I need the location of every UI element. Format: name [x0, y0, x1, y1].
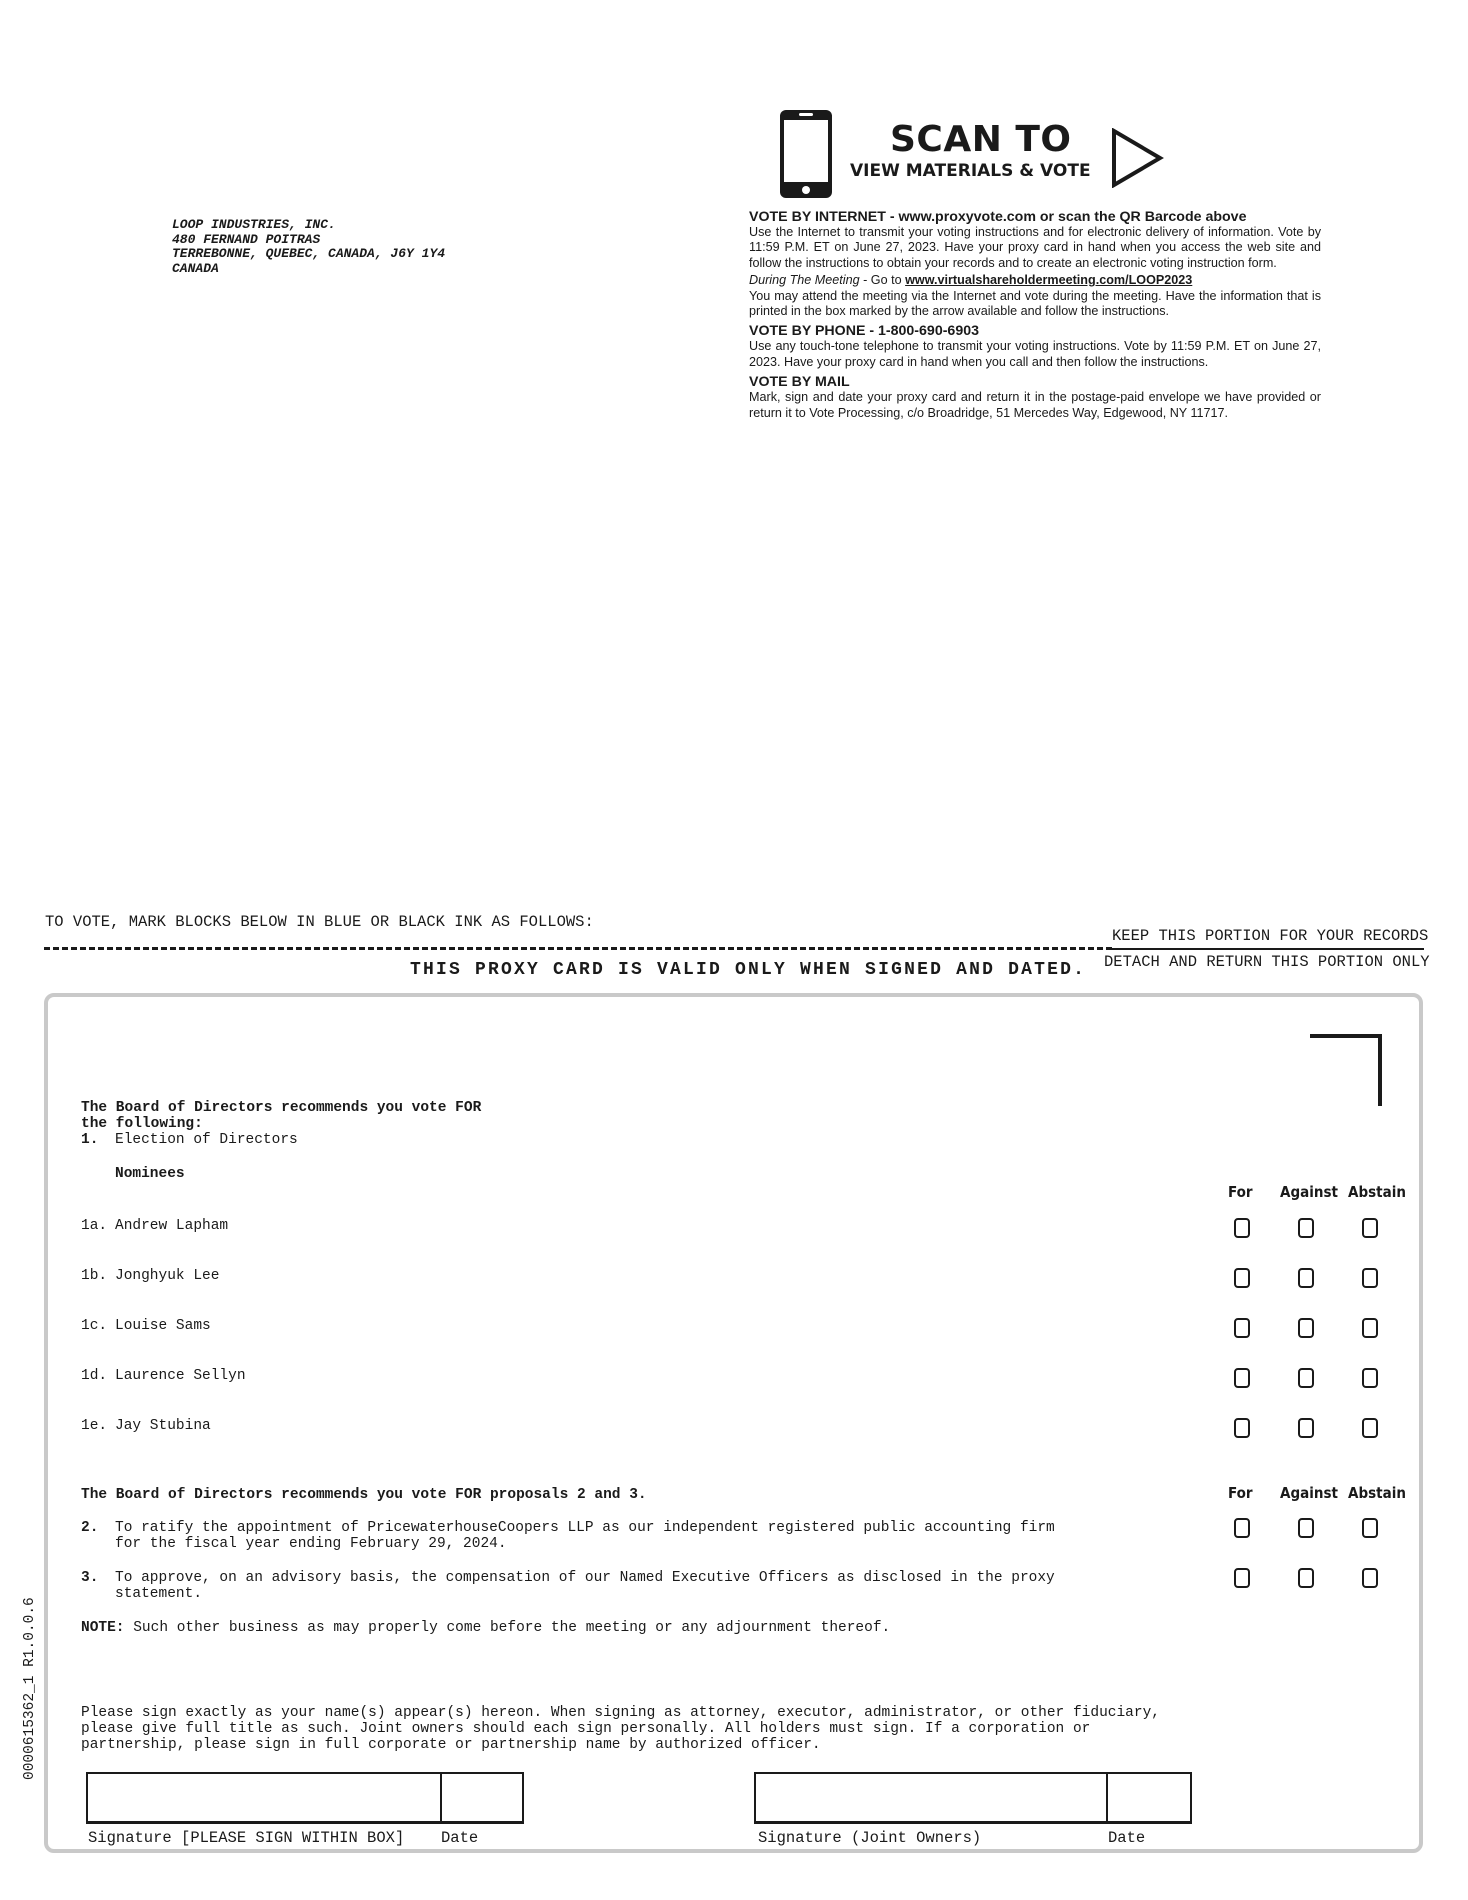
signature-box[interactable] [86, 1772, 524, 1824]
phone-icon [778, 108, 834, 200]
address-line-3: TERREBONNE, QUEBEC, CANADA, J6Y 1Y4 [172, 246, 446, 262]
item-1-label: Election of Directors [115, 1132, 298, 1148]
internet-body: Use the Internet to transmit your voting instructions and for electronic delivery of information. Vote by 11:59 P.M. ET on June 27, 2023. Have your proxy card in hand when you access the web site and follow the instructions to obtain your records and to create an electronic voting instruction form. [749, 225, 1321, 270]
checkbox-1a-abstain[interactable] [1362, 1218, 1378, 1238]
nominee-name: Louise Sams [115, 1318, 211, 1334]
mail-body: Mark, sign and date your proxy card and return it in the postage-paid envelope we have provided or return it to Vote Processing, c/o Broadridge, 51 Mercedes Way, Edgewood, NY 11717. [749, 390, 1321, 420]
note-text: Such other business as may properly come before the meeting or any adjournment thereof. [124, 1620, 891, 1636]
checkbox-1b-abstain[interactable] [1362, 1268, 1378, 1288]
joint-signature-label: Signature (Joint Owners) [758, 1829, 982, 1847]
voting-instructions [749, 207, 1321, 421]
detach-return-label: DETACH AND RETURN THIS PORTION ONLY [1104, 953, 1430, 971]
play-arrow-icon [1110, 128, 1164, 188]
proposal-3-line-1: To approve, on an advisory basis, the compensation of our Named Executive Officers as disclosed in the proxy [115, 1570, 1055, 1586]
signature-date-divider [1106, 1774, 1108, 1821]
col-header-for: For [1228, 1484, 1253, 1502]
checkbox-1a-against[interactable] [1298, 1218, 1314, 1238]
mail-heading: VOTE BY MAIL [749, 374, 850, 391]
joint-signature-box[interactable] [754, 1772, 1192, 1824]
checkbox-3-abstain[interactable] [1362, 1568, 1378, 1588]
scan-subtitle: VIEW MATERIALS & VOTE [850, 161, 1091, 181]
checkbox-2-for[interactable] [1234, 1518, 1250, 1538]
board-recommendation-2: The Board of Directors recommends you vote FOR proposals 2 and 3. [81, 1487, 647, 1503]
checkbox-1a-for[interactable] [1234, 1218, 1250, 1238]
address-line-2: 480 FERNAND POITRAS [172, 231, 321, 247]
checkbox-2-against[interactable] [1298, 1518, 1314, 1538]
meeting-url-link[interactable]: www.virtualshareholdermeeting.com/LOOP2023 [905, 273, 1193, 288]
checkbox-1c-for[interactable] [1234, 1318, 1250, 1338]
internet-heading: VOTE BY INTERNET - www.proxyvote.com or scan the QR Barcode above [749, 209, 1247, 225]
nominee-name: Andrew Lapham [115, 1218, 229, 1234]
mailing-address [172, 218, 445, 276]
proposal-2-line-1: To ratify the appointment of PricewaterhouseCoopers LLP as our independent registered public accounting firm [115, 1520, 1055, 1536]
col-header-abstain: Abstain [1348, 1183, 1406, 1201]
checkbox-3-against[interactable] [1298, 1568, 1314, 1588]
nominee-id: 1d. [81, 1368, 108, 1384]
meeting-line [749, 273, 1321, 288]
address-line-4: CANADA [172, 260, 219, 276]
nominee-name: Jonghyuk Lee [115, 1268, 220, 1284]
checkbox-2-abstain[interactable] [1362, 1518, 1378, 1538]
item-1-number: 1. [81, 1132, 99, 1148]
checkbox-1d-for[interactable] [1234, 1368, 1250, 1388]
sign-instruction-line-1: Please sign exactly as your name(s) appear(s) hereon. When signing as attorney, executor, administrator, or other fiduciary, [81, 1705, 1160, 1721]
note-label: NOTE: [81, 1620, 125, 1636]
col-header-for: For [1228, 1183, 1253, 1201]
nominee-name: Jay Stubina [115, 1418, 211, 1434]
keep-portion-label: KEEP THIS PORTION FOR YOUR RECORDS [1112, 927, 1429, 945]
board-recommendation-1a: The Board of Directors recommends you vote FOR [81, 1100, 482, 1116]
meeting-body: You may attend the meeting via the Internet and vote during the meeting. Have the information that is printed in the box marked by the arrow available and follow the instructions. [749, 288, 1321, 319]
document-control-code: 0000615362_1 R1.0.0.6 [22, 1597, 38, 1780]
corner-registration-mark [1310, 1034, 1382, 1106]
proposal-3-number: 3. [81, 1570, 99, 1586]
proposal-3-line-2: statement. [115, 1586, 203, 1602]
proposal-2-number: 2. [81, 1520, 99, 1536]
nominees-label: Nominees [115, 1166, 185, 1182]
date-label: Date [441, 1829, 479, 1847]
detach-dashed-line [44, 947, 1112, 950]
keep-portion-rule [1110, 948, 1424, 950]
nominee-id: 1c. [81, 1318, 108, 1334]
valid-notice: THIS PROXY CARD IS VALID ONLY WHEN SIGNED AND DATED. [410, 960, 1087, 980]
nominee-name: Laurence Sellyn [115, 1368, 246, 1384]
checkbox-1b-for[interactable] [1234, 1268, 1250, 1288]
checkbox-1e-abstain[interactable] [1362, 1418, 1378, 1438]
nominee-id: 1e. [81, 1418, 108, 1434]
signature-date-divider [440, 1774, 442, 1821]
address-line-1: LOOP INDUSTRIES, INC. [172, 217, 336, 232]
checkbox-1e-for[interactable] [1234, 1418, 1250, 1438]
checkbox-1b-against[interactable] [1298, 1268, 1314, 1288]
nominee-id: 1b. [81, 1268, 108, 1284]
to-vote-instruction: TO VOTE, MARK BLOCKS BELOW IN BLUE OR BLACK INK AS FOLLOWS: [45, 913, 594, 931]
board-recommendation-1b: the following: [81, 1116, 203, 1132]
signature-label: Signature [PLEASE SIGN WITHIN BOX] [88, 1829, 405, 1847]
checkbox-1e-against[interactable] [1298, 1418, 1314, 1438]
checkbox-1d-abstain[interactable] [1362, 1368, 1378, 1388]
col-header-against: Against [1280, 1484, 1338, 1502]
scan-to-vote-banner [778, 108, 1178, 202]
scan-title: SCAN TO [890, 119, 1072, 160]
joint-date-label: Date [1108, 1829, 1146, 1847]
phone-heading: VOTE BY PHONE - 1-800-690-6903 [749, 323, 979, 340]
col-header-against: Against [1280, 1183, 1338, 1201]
phone-body: Use any touch-tone telephone to transmit your voting instructions. Vote by 11:59 P.M. ET on June 27, 2023. Have your proxy card in hand when you call and then follow the instructions. [749, 339, 1321, 369]
sign-instruction-line-3: partnership, please sign in full corporate or partnership name by authorized officer. [81, 1737, 821, 1753]
checkbox-3-for[interactable] [1234, 1568, 1250, 1588]
note-line [81, 1620, 890, 1637]
checkbox-1c-abstain[interactable] [1362, 1318, 1378, 1338]
nominee-id: 1a. [81, 1218, 108, 1234]
meeting-goto: - Go to [859, 273, 906, 288]
proposal-2-line-2: for the fiscal year ending February 29, 2024. [115, 1536, 507, 1552]
checkbox-1c-against[interactable] [1298, 1318, 1314, 1338]
meeting-label: During The Meeting [749, 273, 860, 288]
sign-instruction-line-2: please give full title as such. Joint owners should each sign personally. All holders must sign. If a corporation or [81, 1721, 1091, 1737]
checkbox-1d-against[interactable] [1298, 1368, 1314, 1388]
col-header-abstain: Abstain [1348, 1484, 1406, 1502]
